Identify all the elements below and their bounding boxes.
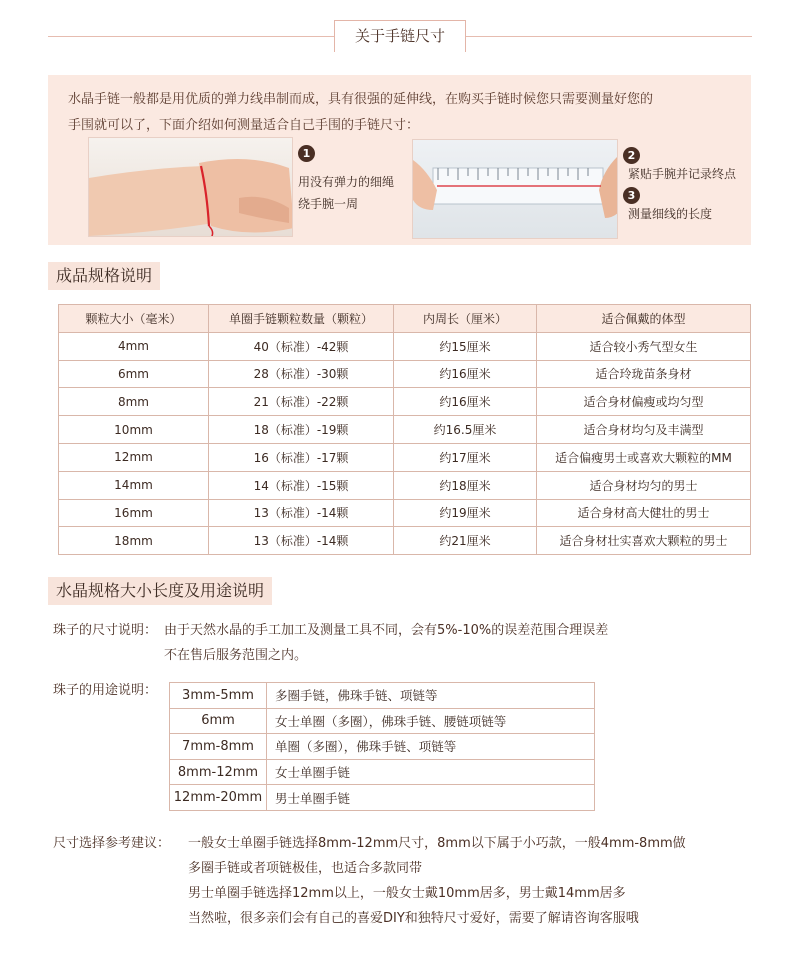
ruler-illustration [413, 140, 618, 239]
bead-size-cell: 12mm [59, 443, 209, 471]
ruler-photo [412, 139, 618, 239]
circumference-cell: 约19厘米 [394, 499, 537, 527]
step-1-line-2: 绕手腕一周 [298, 197, 359, 211]
step-1-line-1: 用没有弹力的细绳 [298, 175, 395, 189]
bead-count-cell: 21（标准）-22颗 [209, 388, 394, 416]
bead-count-cell: 13（标准）-14颗 [209, 499, 394, 527]
table-row [59, 332, 751, 360]
wrist-string-photo [88, 137, 293, 237]
usage-size-cell: 3mm-5mm [170, 683, 267, 709]
bead-size-cell: 8mm [59, 388, 209, 416]
circumference-cell: 约17厘米 [394, 443, 537, 471]
body-type-cell: 适合偏瘦男士或喜欢大颗粒的MM [537, 443, 751, 471]
bead-size-cell: 6mm [59, 360, 209, 388]
advice-label: 尺寸选择参考建议： [53, 836, 171, 851]
size-note-line-1: 由于天然水晶的手工加工及测量工具不同，会有5%-10%的误差范围合理误差 [164, 623, 609, 638]
spec-col-bead-size: 颗粒大小（毫米） [59, 305, 209, 333]
circumference-cell: 约15厘米 [394, 332, 537, 360]
table-row [170, 785, 595, 811]
step-3-text: 测量细线的长度 [628, 207, 713, 221]
table-row [170, 708, 595, 734]
step-2-text: 紧贴手腕并记录终点 [628, 167, 737, 181]
usage-section-title: 水晶规格大小长度及用途说明 [48, 577, 272, 605]
body-type-cell: 适合身材偏瘦或均匀型 [537, 388, 751, 416]
circumference-cell: 约21厘米 [394, 527, 537, 555]
intro-text [68, 87, 738, 139]
bead-count-cell: 14（标准）-15颗 [209, 471, 394, 499]
size-note-line-2: 不在售后服务范围之内。 [164, 648, 308, 663]
bead-count-cell: 28（标准）-30颗 [209, 360, 394, 388]
table-row [59, 443, 751, 471]
circumference-cell: 约16.5厘米 [394, 416, 537, 444]
table-row [170, 759, 595, 785]
intro-line-1: 水晶手链一般都是用优质的弹力线串制而成，具有很强的延伸线，在购买手链时候您只需要测量好您的 [68, 92, 654, 107]
page-header [0, 14, 800, 54]
size-note-label: 珠子的尺寸说明： [53, 623, 158, 638]
body-type-cell: 适合较小秀气型女生 [537, 332, 751, 360]
usage-size-cell: 7mm-8mm [170, 734, 267, 760]
spec-section-title: 成品规格说明 [48, 262, 160, 290]
use-note-label: 珠子的用途说明： [53, 683, 158, 698]
usage-desc-cell: 单圈（多圈），佛珠手链、项链等 [267, 734, 595, 760]
usage-desc-cell: 多圈手链，佛珠手链、项链等 [267, 683, 595, 709]
wrist-string-illustration [89, 138, 293, 237]
spec-table [58, 304, 751, 555]
spec-table-header-row [59, 305, 751, 333]
bead-count-cell: 40（标准）-42颗 [209, 332, 394, 360]
bead-size-cell: 16mm [59, 499, 209, 527]
intro-panel [48, 75, 751, 245]
table-row [59, 388, 751, 416]
table-row [170, 683, 595, 709]
usage-size-cell: 12mm-20mm [170, 785, 267, 811]
spec-col-circumference: 内周长（厘米） [394, 305, 537, 333]
circumference-cell: 约16厘米 [394, 360, 537, 388]
body-type-cell: 适合身材高大健壮的男士 [537, 499, 751, 527]
bead-count-cell: 13（标准）-14颗 [209, 527, 394, 555]
bead-count-cell: 18（标准）-19颗 [209, 416, 394, 444]
bead-size-cell: 14mm [59, 471, 209, 499]
circumference-cell: 约18厘米 [394, 471, 537, 499]
bead-size-cell: 18mm [59, 527, 209, 555]
step-1-text [298, 171, 394, 215]
advice-line-3: 男士单圈手链选择12mm以上，一般女士戴10mm居多，男士戴14mm居多 [188, 886, 626, 901]
table-row [59, 527, 751, 555]
usage-desc-cell: 男士单圈手链 [267, 785, 595, 811]
spec-col-body-type: 适合佩戴的体型 [537, 305, 751, 333]
page-title: 关于手链尺寸 [334, 20, 466, 52]
table-row [59, 360, 751, 388]
bead-size-cell: 10mm [59, 416, 209, 444]
intro-line-2: 手围就可以了，下面介绍如何测量适合自己手围的手链尺寸： [68, 118, 420, 133]
usage-desc-cell: 女士单圈手链 [267, 759, 595, 785]
table-row [59, 499, 751, 527]
body-type-cell: 适合身材均匀的男士 [537, 471, 751, 499]
spec-col-bead-count: 单圈手链颗粒数量（颗粒） [209, 305, 394, 333]
usage-size-cell: 6mm [170, 708, 267, 734]
step-1-badge: 1 [298, 145, 315, 162]
circumference-cell: 约16厘米 [394, 388, 537, 416]
bead-size-cell: 4mm [59, 332, 209, 360]
body-type-cell: 适合身材壮实喜欢大颗粒的男士 [537, 527, 751, 555]
step-2-badge: 2 [623, 147, 640, 164]
table-row [59, 471, 751, 499]
bead-count-cell: 16（标准）-17颗 [209, 443, 394, 471]
step-3-badge: 3 [623, 187, 640, 204]
usage-table [169, 682, 595, 811]
table-row [170, 734, 595, 760]
advice-line-1: 一般女士单圈手链选择8mm-12mm尺寸，8mm以下属于小巧款，一般4mm-8mm做 [188, 836, 686, 851]
usage-size-cell: 8mm-12mm [170, 759, 267, 785]
body-type-cell: 适合身材均匀及丰满型 [537, 416, 751, 444]
advice-line-4: 当然啦，很多亲们会有自己的喜爱DIY和独特尺寸爱好，需要了解请咨询客服哦 [188, 911, 639, 926]
usage-desc-cell: 女士单圈（多圈），佛珠手链、腰链项链等 [267, 708, 595, 734]
advice-line-2: 多圈手链或者项链极佳，也适合多款同带 [188, 861, 423, 876]
table-row [59, 416, 751, 444]
body-type-cell: 适合玲珑苗条身材 [537, 360, 751, 388]
